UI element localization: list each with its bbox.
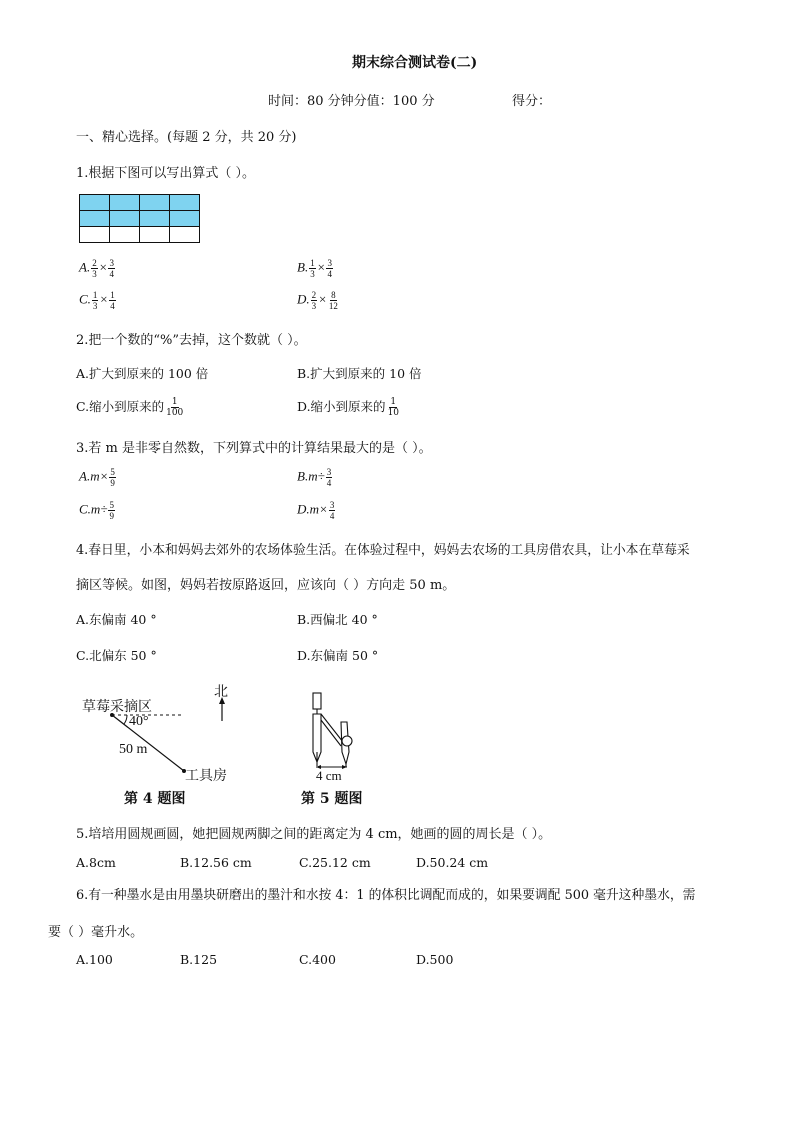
q6-option-a[interactable]: A.100	[76, 952, 113, 967]
q2-option-c[interactable]: C.缩小到原来的 $\frac{1}{100}$	[76, 397, 184, 418]
q1-option-b[interactable]: B. $\frac{1}{3}$ × $\frac{3}{4}$	[297, 258, 332, 279]
q4-stem-line1: 4.春日里，小本和妈妈去郊外的农场体验生活。在体验过程中，妈妈去农场的工具房借农具，让小本在草莓采	[76, 543, 690, 558]
option-label: C.	[79, 291, 91, 307]
q1-option-d[interactable]: D. $\frac{2}{3}$ × $\frac{8}{12}$	[297, 290, 338, 311]
q6-option-d[interactable]: D.500	[416, 952, 454, 967]
q6-stem-line2: 要（ ）毫升水。	[48, 925, 144, 940]
page-title: 期末综合测试卷(二)	[352, 55, 478, 71]
q2-option-d[interactable]: D.缩小到原来的 $\frac{1}{10}$	[297, 397, 400, 418]
fig5-width: 4 cm	[316, 768, 342, 783]
fig5-caption: 第 5 题图	[301, 791, 363, 807]
q5-option-b[interactable]: B.12.56 cm	[180, 855, 252, 870]
fig4-distance: 50 m	[119, 742, 148, 757]
q6-option-b[interactable]: B.125	[180, 952, 218, 967]
compass-right-arm	[321, 714, 343, 742]
fig4-place-b: 工具房	[185, 768, 227, 784]
exam-info: 时间：80 分钟分值：100 分	[268, 94, 435, 109]
q1-option-a[interactable]: A. $\frac{2}{3}$ × $\frac{3}{4}$	[79, 258, 114, 279]
q2-option-a[interactable]: A.扩大到原来的 100 倍	[76, 366, 209, 381]
q4-option-a[interactable]: A.东偏南 40 °	[76, 612, 157, 627]
fig4-place-a: 草莓采摘区	[82, 699, 152, 715]
q3-option-b[interactable]: B.m÷ $\frac{3}{4}$	[297, 467, 332, 488]
q2-option-b[interactable]: B.扩大到原来的 10 倍	[297, 366, 422, 381]
compass-handle	[313, 693, 321, 709]
option-label: D.	[297, 291, 310, 307]
q5-option-d[interactable]: D.50.24 cm	[416, 855, 489, 870]
score-label: 得分：	[512, 94, 552, 109]
q6-stem-line1: 6.有一种墨水是由用墨块研磨出的墨汁和水按 4：1 的体积比调配而成的，如果要调配 500 毫升这种墨水，需	[76, 888, 696, 903]
q3-option-a[interactable]: A.m× $\frac{5}{9}$	[79, 467, 115, 488]
q2-stem: 2.把一个数的“%”去掉，这个数就（ ）。	[76, 333, 307, 348]
compass-hinge	[342, 736, 352, 746]
fig4-angle: 40°	[129, 714, 149, 729]
section-heading: 一、精心选择。(每题 2 分，共 20 分)	[76, 130, 297, 145]
q3-option-c[interactable]: C.m÷ $\frac{5}{9}$	[79, 500, 114, 521]
q1-stem: 1.根据下图可以写出算式（ ）。	[76, 166, 256, 181]
q4-option-d[interactable]: D.东偏南 50 °	[297, 648, 379, 663]
option-label: A.	[79, 259, 91, 275]
q1-option-c[interactable]: C. $\frac{1}{3}$ × $\frac{1}{4}$	[79, 290, 115, 311]
option-label: B.	[297, 259, 309, 275]
q3-option-d[interactable]: D.m× $\frac{3}{4}$	[297, 500, 335, 521]
q5-option-a[interactable]: A.8cm	[76, 855, 116, 870]
q5-stem: 5.培培用圆规画圆，她把圆规两脚之间的距离定为 4 cm，她画的圆的周长是（ ）。	[76, 827, 552, 842]
q5-option-c[interactable]: C.25.12 cm	[299, 855, 371, 870]
q4-stem-line2: 摘区等候。如图，妈妈若按原路返回，应该向（ ）方向走 50 m。	[76, 578, 456, 593]
q6-option-c[interactable]: C.400	[299, 952, 336, 967]
q4-option-b[interactable]: B.西偏北 40 °	[297, 612, 378, 627]
fig4-caption: 第 4 题图	[124, 791, 186, 807]
q3-stem: 3.若 m 是非零自然数，下列算式中的计算结果最大的是（ ）。	[76, 441, 432, 456]
fig4-north: 北	[214, 684, 228, 700]
q4-option-c[interactable]: C.北偏东 50 °	[76, 648, 157, 663]
